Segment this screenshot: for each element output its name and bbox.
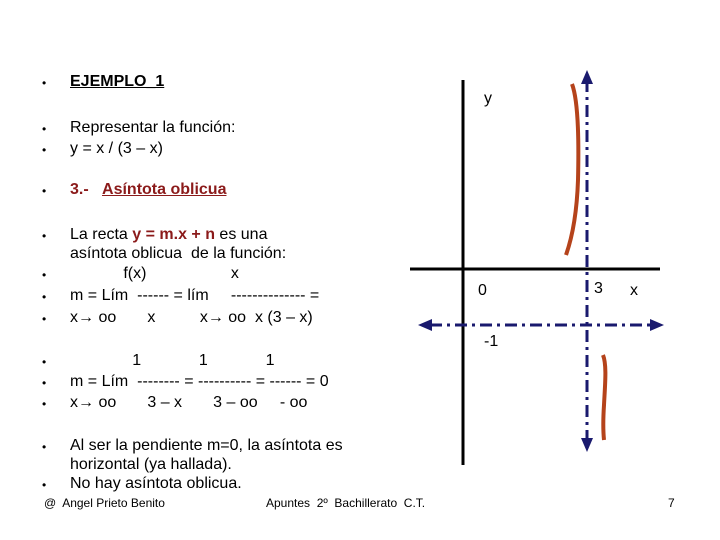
curve-right-branch xyxy=(603,355,605,440)
m-limit-expression: m = Lím ------ = lím -------------- = xyxy=(70,287,320,304)
bullet: • xyxy=(42,376,47,390)
m-result-denominators: x→ oo 3 – x 3 – oo - oo xyxy=(70,394,308,411)
section-title: Asíntota oblicua xyxy=(102,181,227,198)
m-result-numerators: 1 1 1 xyxy=(70,352,275,369)
bullet: • xyxy=(42,268,47,282)
bullet: • xyxy=(42,312,47,326)
section-number: 3.- xyxy=(70,181,89,198)
no-oblique-text: No hay asíntota oblicua. xyxy=(70,475,242,492)
recta-suffix: es una xyxy=(214,226,268,243)
bullet: • xyxy=(42,76,47,90)
bullet: • xyxy=(42,143,47,157)
page-number: 7 xyxy=(668,496,675,510)
recta-equation: y = m.x + n xyxy=(132,226,215,243)
asymptote-arrow-left-icon xyxy=(418,319,432,331)
origin-label: 0 xyxy=(478,282,487,299)
function-formula: y = x / (3 – x) xyxy=(70,140,163,157)
bullet: • xyxy=(42,290,47,304)
asymptote-arrow-down-icon xyxy=(581,438,593,452)
x-axis-label: x xyxy=(630,282,638,299)
footer-course: Apuntes 2º Bachillerato C.T. xyxy=(266,496,426,510)
asymptote-y-label: -1 xyxy=(484,333,499,350)
bullet: • xyxy=(42,397,47,411)
m-limit-numerators: f(x) x xyxy=(70,265,239,282)
bullet: • xyxy=(42,229,47,243)
bullet: • xyxy=(42,478,47,492)
recta-prefix: La recta xyxy=(70,226,133,243)
m-limit-denominators: x→ oo x x→ oo x (3 – x) xyxy=(70,309,313,326)
conclusion-text-line2: horizontal (ya hallada). xyxy=(70,456,232,473)
bullet: • xyxy=(42,184,47,198)
bullet: • xyxy=(42,440,47,454)
conclusion-text: Al ser la pendiente m=0, la asíntota es xyxy=(70,437,343,454)
asymptote-arrow-right-icon xyxy=(650,319,664,331)
asymptote-x-label: 3 xyxy=(594,280,603,297)
bullet: • xyxy=(42,355,47,369)
bullet: • xyxy=(42,122,47,136)
slide-title: EJEMPLO_1 xyxy=(70,73,165,90)
asymptote-arrow-up-icon xyxy=(581,70,593,84)
y-axis-label: y xyxy=(484,90,492,107)
recta-text-line2: asíntota oblicua de la función: xyxy=(70,245,287,262)
curve-left-branch xyxy=(566,84,578,255)
m-result-expression: m = Lím -------- = ---------- = ------ = 0 xyxy=(70,373,329,390)
footer-author: @ Angel Prieto Benito xyxy=(44,496,165,510)
intro-text: Representar la función: xyxy=(70,119,236,136)
